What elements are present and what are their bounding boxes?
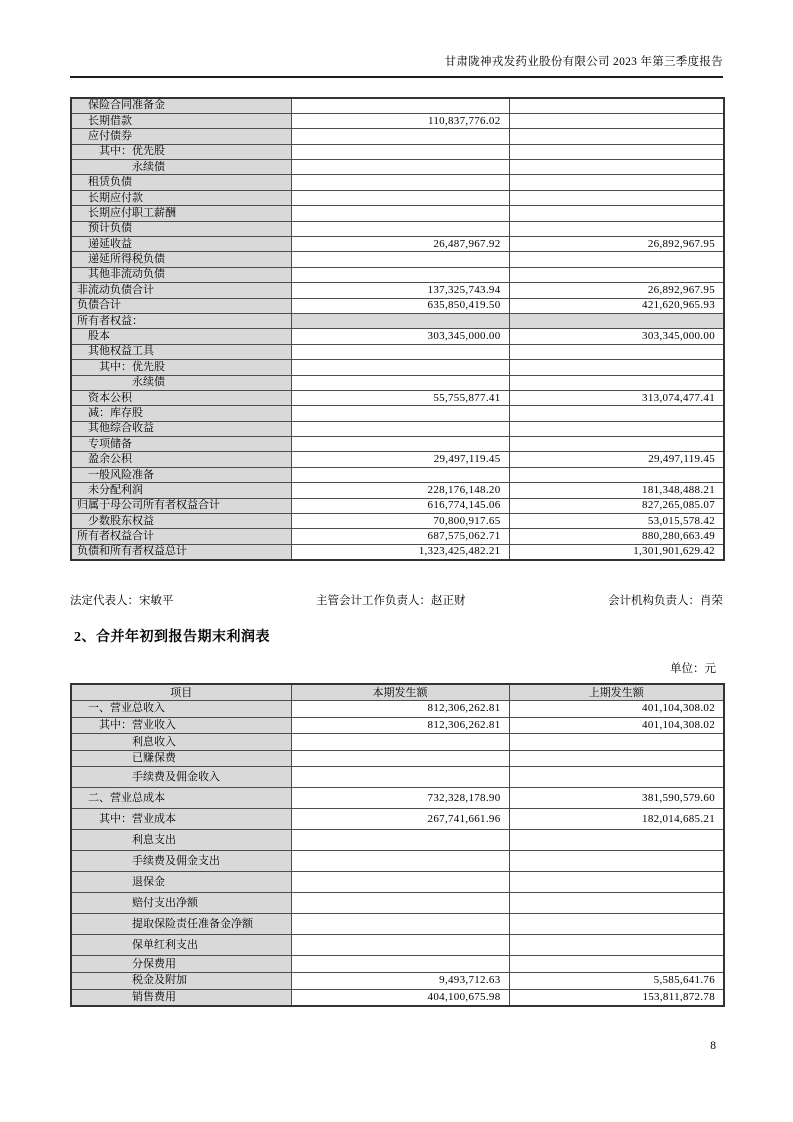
row-label: 负债合计 [71, 298, 291, 313]
balance-row [71, 360, 724, 375]
balance-row [71, 329, 724, 344]
row-label: 递延收益 [71, 237, 291, 252]
row-label: 长期应付款 [71, 190, 291, 205]
current-period-value [291, 767, 509, 788]
prior-period-value: 153,811,872.78 [509, 989, 724, 1006]
income-row [71, 893, 724, 914]
current-period-value [291, 313, 509, 328]
income-header-row [71, 684, 724, 701]
current-period-value [291, 437, 509, 452]
row-label: 盈余公积 [71, 452, 291, 467]
current-period-value: 9,493,712.63 [291, 973, 509, 990]
prior-period-value: 53,015,578.42 [509, 514, 724, 529]
row-label: 一、营业总收入 [71, 701, 291, 718]
income-statement-section-title: 2、合并年初到报告期末利润表 [74, 630, 270, 645]
balance-row [71, 483, 724, 498]
balance-row [71, 544, 724, 559]
row-label: 股本 [71, 329, 291, 344]
balance-row [71, 175, 724, 190]
income-row [71, 989, 724, 1006]
prior-period-value [509, 113, 724, 128]
row-label: 一般风险准备 [71, 467, 291, 482]
income-row [71, 935, 724, 956]
current-period-value [291, 175, 509, 190]
balance-row [71, 467, 724, 482]
income-row [71, 734, 724, 751]
prior-period-value [509, 252, 724, 267]
balance-row [71, 514, 724, 529]
current-period-value [291, 935, 509, 956]
prior-period-value [509, 406, 724, 421]
row-label: 已赚保费 [71, 750, 291, 767]
current-period-value [291, 830, 509, 851]
row-label: 利息支出 [71, 830, 291, 851]
balance-row [71, 406, 724, 421]
row-label: 销售费用 [71, 989, 291, 1006]
row-label: 永续债 [71, 160, 291, 175]
row-label: 递延所得税负债 [71, 252, 291, 267]
current-period-value [291, 144, 509, 159]
row-label: 租赁负债 [71, 175, 291, 190]
row-label: 减：库存股 [71, 406, 291, 421]
prior-period-value: 1,301,901,629.42 [509, 544, 724, 559]
prior-period-value [509, 893, 724, 914]
row-label: 退保金 [71, 872, 291, 893]
current-period-value: 267,741,661.96 [291, 809, 509, 830]
prior-period-value [509, 190, 724, 205]
prior-period-value: 401,104,308.02 [509, 717, 724, 734]
balance-row [71, 98, 724, 113]
income-row [71, 851, 724, 872]
current-period-value [291, 467, 509, 482]
row-label: 其中：优先股 [71, 360, 291, 375]
row-label: 应付债券 [71, 129, 291, 144]
current-period-value: 29,497,119.45 [291, 452, 509, 467]
prior-period-value [509, 360, 724, 375]
current-period-value: 137,325,743.94 [291, 283, 509, 298]
current-period-value: 55,755,877.41 [291, 390, 509, 405]
current-period-value [291, 734, 509, 751]
prior-period-value [509, 129, 724, 144]
balance-row [71, 267, 724, 282]
prior-period-value: 381,590,579.60 [509, 788, 724, 809]
balance-row [71, 144, 724, 159]
income-row [71, 717, 724, 734]
balance-row [71, 129, 724, 144]
current-period-value: 70,800,917.65 [291, 514, 509, 529]
prior-period-value [509, 175, 724, 190]
current-period-value: 616,774,145.06 [291, 498, 509, 513]
current-period-value: 635,850,419.50 [291, 298, 509, 313]
income-statement-table [70, 683, 725, 1007]
prior-period-value [509, 421, 724, 436]
row-label: 其中：优先股 [71, 144, 291, 159]
prior-period-value: 182,014,685.21 [509, 809, 724, 830]
income-row [71, 830, 724, 851]
row-label: 保单红利支出 [71, 935, 291, 956]
current-period-value: 812,306,262.81 [291, 701, 509, 718]
balance-row [71, 221, 724, 236]
row-label: 非流动负债合计 [71, 283, 291, 298]
current-period-value [291, 221, 509, 236]
row-label: 利息收入 [71, 734, 291, 751]
chief-accountant: 主管会计工作负责人：赵正财 [316, 595, 466, 607]
row-label: 少数股东权益 [71, 514, 291, 529]
income-row [71, 750, 724, 767]
prior-period-value [509, 437, 724, 452]
prior-period-value: 401,104,308.02 [509, 701, 724, 718]
prior-period-value [509, 267, 724, 282]
income-row [71, 956, 724, 973]
row-label: 专项储备 [71, 437, 291, 452]
balance-row [71, 437, 724, 452]
row-label: 保险合同准备金 [71, 98, 291, 113]
current-period-value [291, 421, 509, 436]
prior-period-value [509, 956, 724, 973]
balance-row [71, 390, 724, 405]
current-period-value [291, 98, 509, 113]
row-label: 手续费及佣金收入 [71, 767, 291, 788]
current-period-value [291, 129, 509, 144]
row-label: 赔付支出净额 [71, 893, 291, 914]
current-period-value [291, 750, 509, 767]
current-period-value [291, 893, 509, 914]
prior-period-value [509, 375, 724, 390]
current-period-value [291, 190, 509, 205]
income-row [71, 767, 724, 788]
current-period-value [291, 956, 509, 973]
prior-period-value: 880,280,663.49 [509, 529, 724, 544]
prior-period-value [509, 935, 724, 956]
balance-row [71, 498, 724, 513]
signature-line [70, 592, 723, 608]
column-header-current-period: 本期发生额 [291, 684, 509, 701]
prior-period-value [509, 313, 724, 328]
prior-period-value: 26,892,967.95 [509, 283, 724, 298]
prior-period-value: 421,620,965.93 [509, 298, 724, 313]
balance-row [71, 113, 724, 128]
accounting-org-head: 会计机构负责人：肖荣 [608, 595, 723, 607]
balance-row [71, 298, 724, 313]
income-row [71, 914, 724, 935]
unit-label: 单位：元 [670, 663, 716, 675]
row-label: 分保费用 [71, 956, 291, 973]
prior-period-value [509, 344, 724, 359]
row-label: 税金及附加 [71, 973, 291, 990]
row-label: 所有者权益： [71, 313, 291, 328]
current-period-value [291, 344, 509, 359]
prior-period-value [509, 144, 724, 159]
prior-period-value [509, 467, 724, 482]
current-period-value [291, 160, 509, 175]
prior-period-value [509, 734, 724, 751]
row-label: 资本公积 [71, 390, 291, 405]
current-period-value: 303,345,000.00 [291, 329, 509, 344]
row-label: 负债和所有者权益总计 [71, 544, 291, 559]
row-label: 手续费及佣金支出 [71, 851, 291, 872]
prior-period-value [509, 830, 724, 851]
income-row [71, 788, 724, 809]
row-label: 未分配利润 [71, 483, 291, 498]
current-period-value: 110,837,776.02 [291, 113, 509, 128]
balance-row [71, 283, 724, 298]
current-period-value [291, 206, 509, 221]
balance-sheet-table [70, 97, 725, 561]
prior-period-value: 26,892,967.95 [509, 237, 724, 252]
prior-period-value [509, 750, 724, 767]
balance-row [71, 190, 724, 205]
income-row [71, 701, 724, 718]
page-number: 8 [710, 1040, 716, 1052]
row-label: 归属于母公司所有者权益合计 [71, 498, 291, 513]
current-period-value: 228,176,148.20 [291, 483, 509, 498]
column-header-item: 项目 [71, 684, 291, 701]
current-period-value [291, 872, 509, 893]
row-label: 所有者权益合计 [71, 529, 291, 544]
prior-period-value [509, 767, 724, 788]
current-period-value [291, 252, 509, 267]
current-period-value: 1,323,425,482.21 [291, 544, 509, 559]
prior-period-value: 5,585,641.76 [509, 973, 724, 990]
balance-row [71, 421, 724, 436]
row-label: 其他权益工具 [71, 344, 291, 359]
income-row [71, 809, 724, 830]
prior-period-value: 827,265,085.07 [509, 498, 724, 513]
prior-period-value [509, 160, 724, 175]
current-period-value [291, 406, 509, 421]
row-label: 其他非流动负债 [71, 267, 291, 282]
current-period-value [291, 267, 509, 282]
prior-period-value [509, 206, 724, 221]
balance-row [71, 344, 724, 359]
income-row [71, 872, 724, 893]
row-label: 其中：营业收入 [71, 717, 291, 734]
current-period-value [291, 851, 509, 872]
row-label: 永续债 [71, 375, 291, 390]
balance-row [71, 313, 724, 328]
legal-representative: 法定代表人：宋敏平 [70, 595, 174, 607]
row-label: 其他综合收益 [71, 421, 291, 436]
column-header-prior-period: 上期发生额 [509, 684, 724, 701]
current-period-value [291, 375, 509, 390]
current-period-value: 404,100,675.98 [291, 989, 509, 1006]
balance-row [71, 452, 724, 467]
current-period-value [291, 914, 509, 935]
row-label: 长期应付职工薪酬 [71, 206, 291, 221]
row-label: 其中：营业成本 [71, 809, 291, 830]
report-header-title: 甘肃陇神戎发药业股份有限公司 2023 年第三季度报告 [444, 56, 723, 68]
row-label: 长期借款 [71, 113, 291, 128]
prior-period-value: 303,345,000.00 [509, 329, 724, 344]
prior-period-value [509, 98, 724, 113]
header-divider [70, 76, 723, 78]
balance-row [71, 160, 724, 175]
row-label: 提取保险责任准备金净额 [71, 914, 291, 935]
prior-period-value [509, 221, 724, 236]
current-period-value [291, 360, 509, 375]
prior-period-value [509, 872, 724, 893]
current-period-value: 812,306,262.81 [291, 717, 509, 734]
row-label: 预计负债 [71, 221, 291, 236]
prior-period-value: 29,497,119.45 [509, 452, 724, 467]
balance-row [71, 529, 724, 544]
prior-period-value: 181,348,488.21 [509, 483, 724, 498]
current-period-value: 732,328,178.90 [291, 788, 509, 809]
current-period-value: 687,575,062.71 [291, 529, 509, 544]
income-row [71, 973, 724, 990]
balance-row [71, 206, 724, 221]
prior-period-value [509, 914, 724, 935]
row-label: 二、营业总成本 [71, 788, 291, 809]
balance-row [71, 252, 724, 267]
current-period-value: 26,487,967.92 [291, 237, 509, 252]
balance-row [71, 237, 724, 252]
prior-period-value: 313,074,477.41 [509, 390, 724, 405]
balance-row [71, 375, 724, 390]
prior-period-value [509, 851, 724, 872]
